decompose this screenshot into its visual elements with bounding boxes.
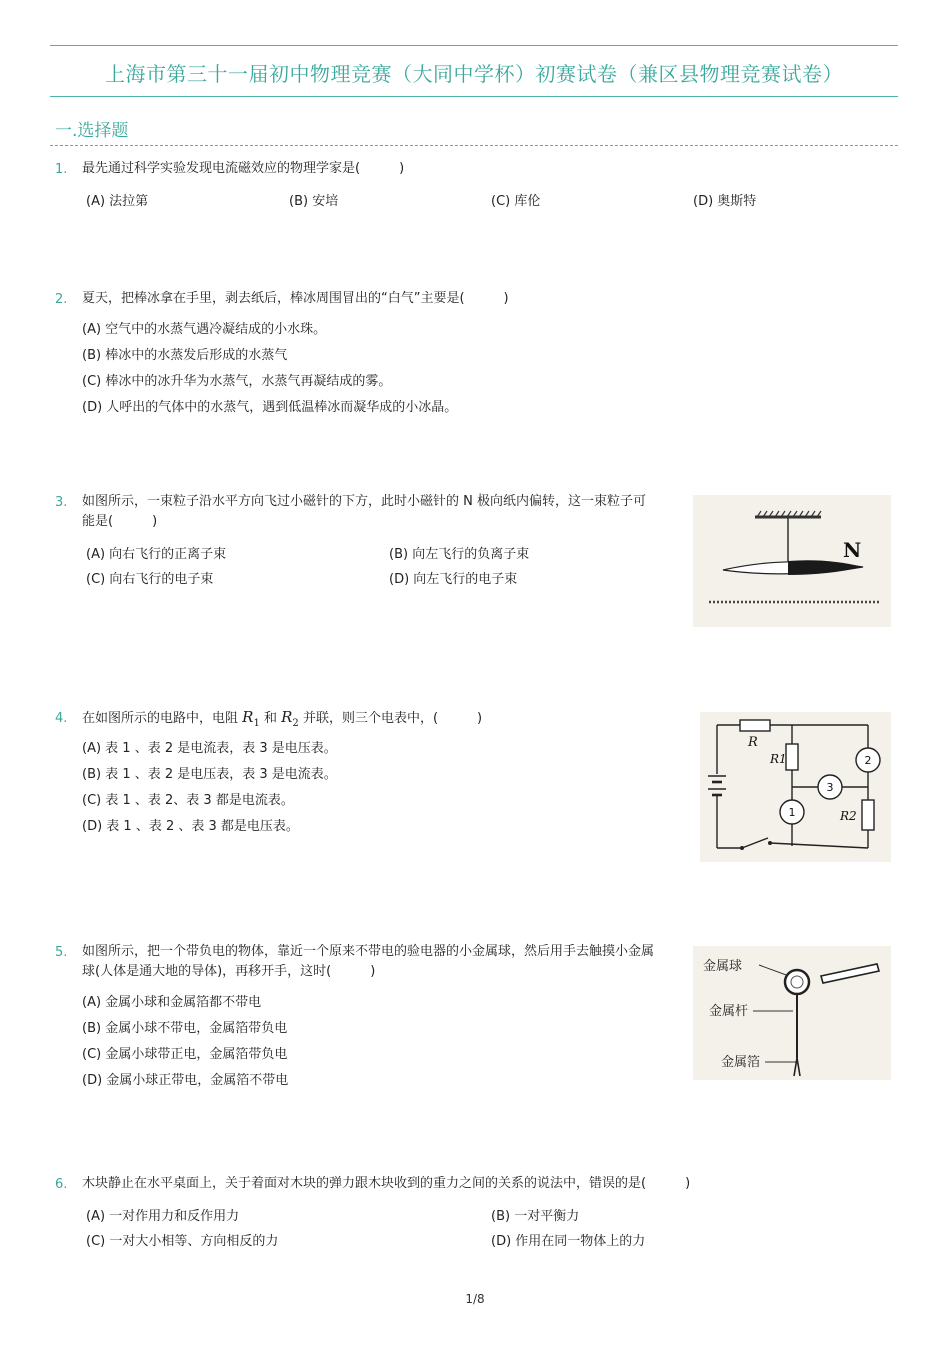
battery [708, 776, 726, 795]
r2-subscript: 2 [292, 718, 299, 729]
option-a: (A) 金属小球和金属箔都不带电 [82, 995, 262, 1010]
option-c: (C) 库伦 [491, 194, 541, 209]
page-number: 1/8 [465, 1292, 485, 1306]
option-d: (D) 人呼出的气体中的水蒸气，遇到低温棒冰而凝华成的小冰晶。 [82, 400, 458, 415]
option-b: (B) 一对平衡力 [491, 1209, 580, 1224]
meter-3-label: 3 [826, 781, 834, 794]
option-c: (C) 向右飞行的电子束 [86, 572, 214, 587]
question-text [82, 707, 482, 734]
charged-rod [821, 964, 879, 983]
foil-right [797, 1058, 800, 1076]
question-text: 木块静止在水平桌面上，关于着面对木块的弹力跟木块收到的重力之间的关系的说法中，错误的是( ) [82, 1176, 691, 1191]
option-c: (C) 金属小球带正电，金属箔带负电 [82, 1047, 288, 1062]
resistor-r [740, 720, 770, 731]
meter-1-label: 1 [788, 806, 796, 819]
option-c: (C) 棒冰中的冰升华为水蒸气，水蒸气再凝结成的雾。 [82, 374, 392, 389]
question-number: 5. [55, 945, 68, 960]
section-divider [50, 145, 898, 146]
resistor-r1 [786, 744, 798, 770]
option-a: (A) 空气中的水蒸气遇冷凝结成的小水珠。 [82, 322, 327, 337]
question-text-part-3: 并联，则三个电表中，( ) [302, 711, 483, 726]
question-text: 最先通过科学实验发现电流磁效应的物理学家是( ) [82, 161, 405, 176]
label-metal-foil: 金属箔 [721, 1055, 761, 1070]
label-metal-rod: 金属杆 [709, 1004, 749, 1019]
label-r: R [748, 735, 758, 750]
switch [740, 838, 772, 850]
leader-ball [759, 965, 789, 976]
option-a: (A) 向右飞行的正离子束 [86, 547, 227, 562]
meter-2-label: 2 [864, 754, 872, 767]
metal-ball [785, 970, 809, 994]
option-b: (B) 棒冰中的水蒸发后形成的水蒸气 [82, 348, 288, 363]
option-a: (A) 法拉第 [86, 194, 149, 209]
header-bottom-rule [50, 96, 898, 97]
option-a: (A) 一对作用力和反作用力 [86, 1209, 240, 1224]
r1-letter: R [242, 708, 254, 726]
label-r1: R1 [770, 752, 787, 766]
option-d: (D) 向左飞行的电子束 [389, 572, 518, 587]
option-d: (D) 奥斯特 [693, 194, 757, 209]
label-metal-ball: 金属球 [703, 959, 743, 974]
circuit-figure [700, 712, 891, 862]
label-r2: R2 [840, 809, 857, 823]
question-number: 6. [55, 1177, 68, 1192]
option-b: (B) 金属小球不带电，金属箔带负电 [82, 1021, 288, 1036]
resistor-r1-symbol [242, 708, 260, 729]
option-d: (D) 金属小球正带电，金属箔不带电 [82, 1073, 289, 1088]
r2-letter: R [281, 708, 293, 726]
option-a: (A) 表 1 、表 2 是电流表，表 3 是电压表。 [82, 741, 337, 756]
question-text-line-2: 能是( ) [82, 514, 158, 529]
option-b: (B) 安培 [289, 194, 339, 209]
question-number: 4. [55, 711, 68, 726]
question-text-part-2: 和 [263, 711, 277, 726]
question-text-line-1: 如图所示，一束粒子沿水平方向飞过小磁针的下方，此时小磁针的 N 极向纸内偏转，这一束粒子可 [82, 494, 646, 509]
question-number: 1. [55, 162, 68, 177]
resistor-r2-symbol [281, 708, 299, 729]
option-c: (C) 一对大小相等、方向相反的力 [86, 1234, 279, 1249]
section-heading: 一.选择题 [55, 121, 129, 141]
option-c: (C) 表 1 、表 2、表 3 都是电流表。 [82, 793, 294, 808]
question-number: 2. [55, 292, 68, 307]
option-b: (B) 向左飞行的负离子束 [389, 547, 530, 562]
question-text-line-2: 球(人体是通大地的导体)，再移开手，这时( ) [82, 964, 376, 979]
question-text: 夏天，把棒冰拿在手里，剥去纸后，棒冰周围冒出的“白气”主要是( ) [82, 291, 509, 306]
north-label: N [843, 538, 862, 562]
resistor-r2 [862, 800, 874, 830]
option-d: (D) 作用在同一物体上的力 [491, 1234, 646, 1249]
needle-north-half [788, 560, 863, 575]
r1-subscript: 1 [253, 718, 260, 729]
electroscope-figure [693, 946, 891, 1080]
foil-left [794, 1058, 797, 1076]
header-top-rule [50, 45, 898, 46]
option-d: (D) 表 1 、表 2 、表 3 都是电压表。 [82, 819, 299, 834]
question-text-line-1: 如图所示，把一个带负电的物体，靠近一个原来不带电的验电器的小金属球，然后用手去触摸小金属 [82, 944, 655, 959]
option-b: (B) 表 1 、表 2 是电压表，表 3 是电流表。 [82, 767, 337, 782]
question-text-part-1: 在如图所示的电路中，电阻 [82, 711, 239, 726]
question-number: 3. [55, 495, 68, 510]
page-title: 上海市第三十一届初中物理竞赛（大同中学杯）初赛试卷（兼区县物理竞赛试卷） [105, 62, 843, 86]
magnetic-needle-figure [693, 495, 891, 627]
